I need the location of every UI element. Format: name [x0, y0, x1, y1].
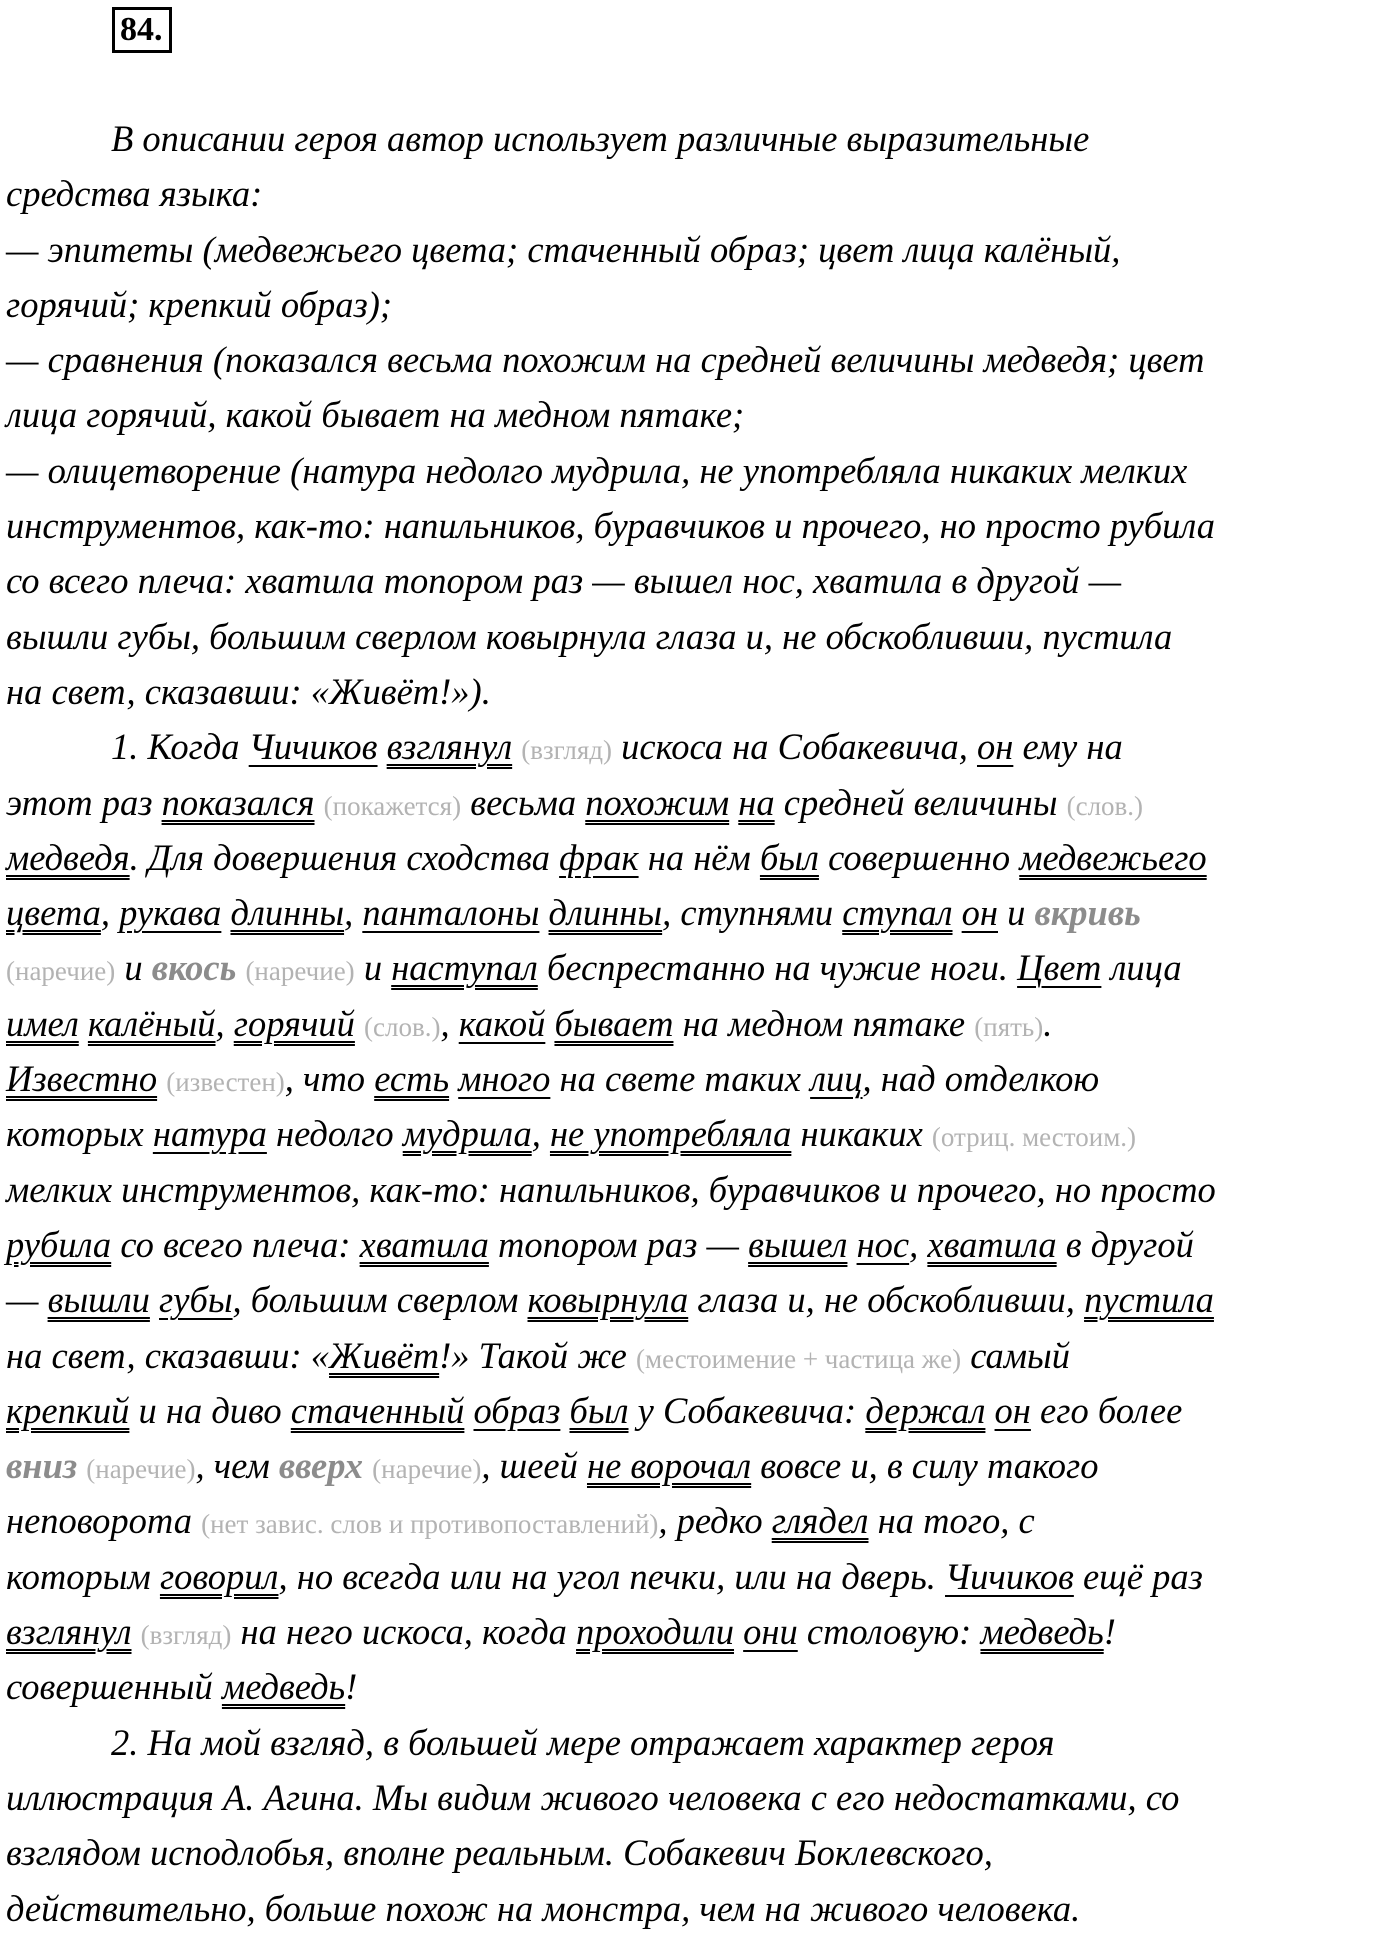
text-line [6, 1383, 1396, 1438]
grammar-note: (взгляд) [140, 1620, 232, 1651]
text-run: никаких [791, 1113, 932, 1155]
text-run: на свете таких [550, 1058, 811, 1100]
text-run: средней величины [774, 781, 1067, 823]
text-run: , над отделкою [862, 1058, 1100, 1100]
text-line [6, 940, 1396, 995]
underlined-predicate: хватила [359, 1223, 489, 1265]
underlined-predicate: ковырнула [527, 1279, 689, 1321]
grammar-note: (наречие) [372, 1454, 482, 1485]
text-run: ещё раз [1073, 1555, 1203, 1597]
text-run: на свет, сказавши: « [6, 1334, 330, 1376]
underlined-subject: много [458, 1058, 551, 1100]
grammar-note: (наречие) [86, 1454, 196, 1485]
text-line [6, 1272, 1396, 1327]
text-line [6, 775, 1396, 830]
text-run: , [215, 1002, 234, 1044]
text-run: которых [6, 1113, 153, 1155]
underlined-predicate: ступал [842, 892, 953, 934]
text-run: , что [284, 1058, 375, 1100]
text-line: средства языка: [6, 173, 263, 215]
grammar-note: (отриц. местоим.) [931, 1122, 1137, 1153]
text-line [6, 1051, 1396, 1106]
underlined-predicate: Живёт [329, 1334, 440, 1376]
text-line: инструментов, как-то: напильников, буравчиков и прочего, но просто рубила [6, 505, 1215, 547]
underlined-subject: панталоны [362, 892, 540, 934]
grammar-note: (слов.) [364, 1011, 441, 1042]
text-run: его более [1030, 1389, 1183, 1431]
underlined-predicate: стаченный [290, 1389, 465, 1431]
text-line: действительно, больше похож на монстра, чем на живого человека. [6, 1887, 1081, 1929]
text-run [355, 1003, 364, 1044]
text-run: которым [6, 1555, 160, 1597]
text-run: столовую: [797, 1611, 981, 1653]
text-run: на медном пятаке [673, 1002, 975, 1044]
text-run [363, 1445, 372, 1486]
underlined-predicate: цвета [6, 892, 101, 934]
underlined-subject: образ [473, 1389, 561, 1431]
text-run: на нём [638, 836, 760, 878]
text-run [985, 1390, 994, 1431]
underlined-subject: лиц [810, 1058, 863, 1100]
text-run: у Собакевича: [628, 1389, 866, 1431]
text-line: лица горячий, какой бывает на медном пятаке; [6, 394, 745, 436]
text-run [464, 1390, 473, 1431]
underlined-predicate: пустила [1084, 1279, 1214, 1321]
grammar-note: (нет завис. слов и противопоставлений) [201, 1509, 659, 1540]
text-run: , шеей [481, 1445, 587, 1487]
underlined-predicate: вышли [47, 1279, 150, 1321]
text-run: , большим сверлом [232, 1279, 528, 1321]
text-line [6, 1659, 1396, 1714]
underlined-predicate: длинны [548, 892, 663, 934]
exercise-number: 84. [112, 7, 172, 53]
text-run [449, 1058, 458, 1099]
grammar-note: (наречие) [245, 956, 355, 987]
text-run: , [440, 1002, 459, 1044]
text-run: , [100, 892, 120, 934]
highlighted-word: вниз [6, 1445, 78, 1487]
underlined-predicate: держал [865, 1389, 986, 1431]
underlined-subject: он [961, 892, 998, 934]
underlined-predicate: Известно [6, 1058, 158, 1100]
text-line [6, 719, 1396, 774]
underlined-predicate: был [759, 836, 819, 878]
text-run: беспрестанно на чужие ноги. [537, 947, 1018, 989]
underlined-predicate: наступал [391, 947, 538, 989]
text-line [6, 1493, 1396, 1548]
highlighted-word: вверх [278, 1445, 364, 1487]
text-line: иллюстрация А. Агина. Мы видим живого человека с его недостатками, со [6, 1776, 1180, 1818]
underlined-predicate: горячий [233, 1002, 355, 1044]
conclusion-paragraph [6, 1715, 1396, 1936]
text-run: искоса на Собакевича, [612, 726, 977, 768]
text-line [6, 830, 1396, 885]
underlined-predicate: медведь [221, 1666, 346, 1708]
text-run: этот раз [6, 781, 162, 823]
document-page [6, 111, 1396, 1936]
text-run [79, 1003, 88, 1044]
text-run: , чем [195, 1445, 279, 1487]
text-run [560, 1390, 569, 1431]
underlined-predicate: рубила [6, 1223, 112, 1265]
underlined-predicate: медведя [6, 836, 130, 878]
underlined-predicate: не употребляла [549, 1113, 792, 1155]
text-run: , [531, 1113, 550, 1155]
grammar-note: (слов.) [1066, 790, 1144, 821]
underlined-predicate: говорил [159, 1555, 279, 1597]
text-run: . Для довершения сходства [129, 836, 560, 878]
text-run: вовсе и, в силу такого [751, 1445, 1099, 1487]
underlined-predicate: показался [161, 781, 315, 823]
text-run: глаза и, не обскобливши, [688, 1279, 1085, 1321]
text-run [315, 782, 324, 823]
text-line: горячий; крепкий образ); [6, 283, 393, 325]
text-run: ! [345, 1666, 358, 1708]
text-run: !» Такой же [439, 1334, 637, 1376]
text-run: топором раз — [488, 1223, 749, 1265]
text-line: — сравнения (показался весьма похожим на средней величины медведя; цвет [6, 339, 1205, 381]
text-run: недолго [266, 1113, 403, 1155]
text-run: в другой [1056, 1223, 1194, 1265]
text-line: — эпитеты (медвежьего цвета; стаченный образ; цвет лица калёный, [6, 228, 1121, 270]
underlined-predicate: бывает [554, 1002, 674, 1044]
text-run [150, 1279, 159, 1320]
text-run: и [354, 947, 392, 989]
intro-paragraph [6, 111, 1396, 719]
text-line: 2. На мой взгляд, в большей мере отражает характер героя [111, 1721, 1055, 1763]
underlined-subject: Чичиков [945, 1555, 1074, 1597]
text-run: на него искоса, когда [231, 1611, 577, 1653]
text-run: 1. Когда [111, 726, 249, 768]
underlined-predicate: глядел [771, 1500, 869, 1542]
underlined-predicate: хватила [927, 1223, 1057, 1265]
text-run: , ступнями [662, 892, 843, 934]
text-run [132, 1611, 141, 1652]
text-line: В описании героя автор использует различные выразительные [111, 118, 1090, 159]
underlined-subject: Чичиков [248, 726, 378, 768]
text-line [6, 1328, 1396, 1383]
text-line: взглядом исподлобья, вполне реальным. Собакевич Боклевского, [6, 1832, 993, 1874]
text-run [847, 1224, 856, 1265]
text-run: ! [1103, 1611, 1116, 1653]
text-line: вышли губы, большим сверлом ковырнула глаза и, не обскобливши, пустила [6, 615, 1173, 657]
text-line [6, 1162, 1396, 1217]
text-line [6, 1438, 1396, 1493]
underlined-subject: он [976, 726, 1014, 768]
underlined-subject: они [743, 1611, 798, 1653]
text-line: со всего плеча: хватила топором раз — вышел нос, хватила в другой — [6, 560, 1122, 602]
text-run: и на диво [129, 1389, 291, 1431]
underlined-predicate: взглянул [386, 726, 513, 768]
underlined-subject: фрак [559, 836, 639, 878]
analysis-paragraph [6, 719, 1396, 1714]
underlined-predicate: имел [6, 1002, 79, 1044]
underlined-predicate: калёный [87, 1002, 216, 1044]
text-run: ему на [1013, 726, 1123, 768]
underlined-predicate: длинны [230, 892, 345, 934]
text-line: — олицетворение (натура недолго мудрила, не употребляла никаких мелких [6, 449, 1188, 491]
text-run: весьма [461, 781, 586, 823]
underlined-subject: натура [152, 1113, 267, 1155]
text-run [953, 892, 962, 933]
text-run: со всего плеча: [111, 1223, 360, 1265]
highlighted-word: вкривь [1034, 892, 1141, 934]
underlined-subject: какой [458, 1002, 546, 1044]
text-line [6, 996, 1396, 1051]
text-run: . [1043, 1002, 1053, 1044]
underlined-predicate: на [738, 781, 775, 823]
grammar-note: (местоимение + частица же) [636, 1343, 962, 1374]
text-run: самый [961, 1334, 1070, 1376]
text-run: совершенно [818, 836, 1020, 878]
highlighted-word: вкось [151, 947, 237, 989]
underlined-predicate: взглянул [6, 1611, 132, 1653]
text-run: , но всегда или на угол печки, или на дверь. [278, 1555, 946, 1597]
underlined-subject: он [994, 1389, 1031, 1431]
text-line [6, 1604, 1396, 1659]
text-run: , редко [658, 1500, 772, 1542]
text-run: мелких инструментов, как-то: напильников, буравчиков и прочего, но просто [6, 1168, 1216, 1210]
text-run [378, 726, 387, 767]
underlined-subject: Цвет [1017, 947, 1102, 989]
underlined-predicate: похожим [585, 781, 730, 823]
grammar-note: (взгляд) [521, 735, 613, 766]
text-line [6, 1549, 1396, 1604]
text-run: и [998, 892, 1035, 934]
underlined-predicate: был [569, 1389, 629, 1431]
grammar-note: (наречие) [6, 956, 116, 987]
underlined-predicate: не ворочал [586, 1445, 752, 1487]
text-run [77, 1445, 86, 1486]
text-run [729, 782, 738, 823]
text-run: , [909, 1223, 928, 1265]
text-run: — [6, 1279, 48, 1321]
text-run: на того, с [868, 1500, 1035, 1542]
text-run [512, 726, 521, 767]
underlined-predicate: проходили [576, 1611, 735, 1653]
underlined-predicate: есть [374, 1058, 450, 1100]
grammar-note: (покажется) [323, 790, 462, 821]
grammar-note: (известен) [166, 1067, 285, 1098]
underlined-predicate: медвежьего [1019, 836, 1207, 878]
underlined-predicate: крепкий [6, 1389, 130, 1431]
text-line [6, 885, 1396, 940]
underlined-predicate: вышел [748, 1223, 848, 1265]
text-line: на свет, сказавши: «Живёт!»). [6, 670, 491, 712]
text-line [6, 1106, 1396, 1161]
text-run [157, 1058, 166, 1099]
text-line [6, 1217, 1396, 1272]
underlined-subject: губы [159, 1279, 233, 1321]
text-run: совершенный [6, 1666, 222, 1708]
grammar-note: (пять) [974, 1011, 1044, 1042]
underlined-subject: нос [856, 1223, 910, 1265]
text-run: , [344, 892, 363, 934]
text-run: неповорота [6, 1500, 202, 1542]
underlined-predicate: медведь [980, 1611, 1104, 1653]
underlined-subject: рукава [119, 892, 222, 934]
text-run [734, 1611, 743, 1652]
text-run: и [115, 947, 152, 989]
text-run [539, 892, 548, 933]
text-run: лица [1101, 947, 1182, 989]
underlined-predicate: мудрила [402, 1113, 532, 1155]
